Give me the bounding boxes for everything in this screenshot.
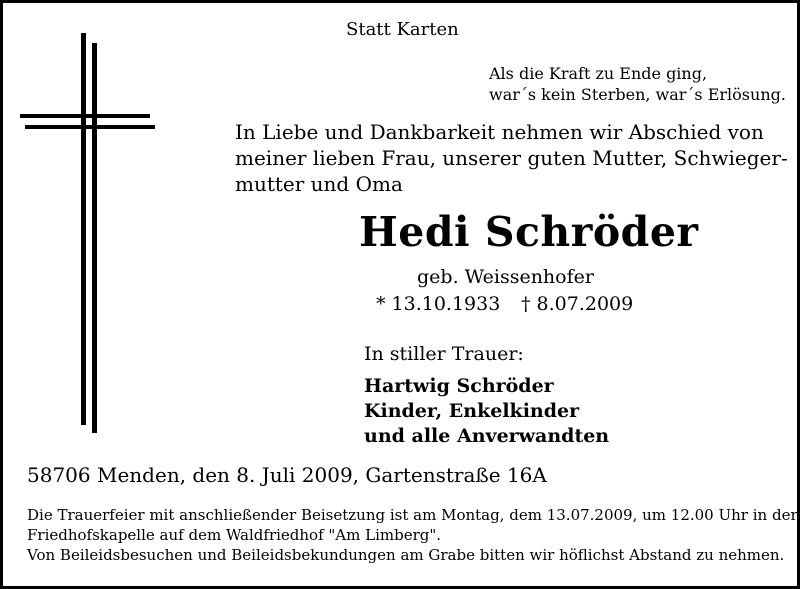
mourner-item: und alle Anverwandten [364,425,610,447]
deceased-birth-name: geb. Weissenhofer [417,266,594,288]
cross-horizontal-bar-top [20,114,150,118]
quote [489,63,786,105]
notice-line-1: Die Trauerfeier mit anschließender Beisetzung ist am Montag, dem 13.07.2009, um 12.00 Uhr in der [27,506,798,524]
notice-line-2: Friedhofskapelle auf dem Waldfriedhof "Am Limberg". [27,526,442,544]
address-line: 58706 Menden, den 8. Juli 2009, Gartenstraße 16A [27,463,547,487]
death-date: † 8.07.2009 [521,293,634,315]
deceased-name: Hedi Schröder [359,208,699,256]
cross-vertical-bar-left [81,33,86,425]
notice-line-3: Von Beileidsbesuchen und Beileidsbekundungen am Grabe bitten wir höflichst Abstand zu nehmen. [27,546,785,564]
mourner-item: Kinder, Enkelkinder [364,400,580,422]
intro-line-3: mutter und Oma [235,172,403,196]
mourning-heading: In stiller Trauer: [364,343,524,365]
quote-line-1: Als die Kraft zu Ende ging, [489,64,708,83]
intro-text [235,119,788,197]
quote-line-2: war´s kein Sterben, war´s Erlösung. [489,85,786,104]
mourners-list [364,374,609,449]
header-title: Statt Karten [346,19,459,40]
cross-horizontal-bar-bottom [25,125,155,129]
cross-vertical-bar-right [92,43,97,433]
intro-line-2: meiner lieben Frau, unserer guten Mutter, Schwieger- [235,146,788,170]
birth-date: * 13.10.1933 [376,293,501,315]
mourner-item: Hartwig Schröder [364,375,554,397]
funeral-notice [27,505,798,565]
intro-line-1: In Liebe und Dankbarkeit nehmen wir Abschied von [235,120,764,144]
